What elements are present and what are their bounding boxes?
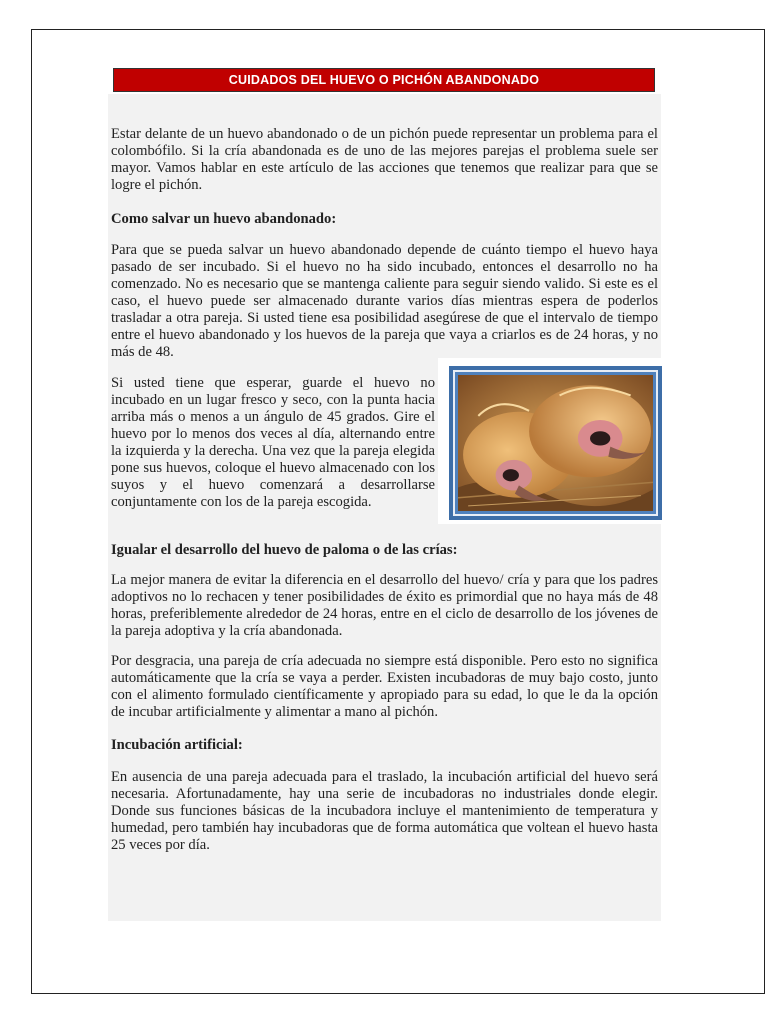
photo-inner-border [453,370,658,516]
section2-paragraph-2: Por desgracia, una pareja de cría adecuada no siempre está disponible. Pero esto no significa automáticamente que la cría se vaya a perder. Existen incubadoras de muy bajo costo, junto con el alimento formulado científicamente y apropiado para su edad, lo que le da la opción de incubar artificialmente y alimentar a mano al pichón. [111,653,658,720]
section-heading-artificial-incubation: Incubación artificial: [111,737,243,753]
pigeon-chicks-photo [449,366,662,520]
section1-paragraph-1: Para que se pueda salvar un huevo abandonado depende de cuánto tiempo el huevo haya pasado de ser incubado. Si el huevo no ha sido incubado, entonces el desarrollo no ha comenzado. No es necesario que se mantenga caliente para seguir siendo valido. Si este es el caso, el huevo puede ser almacenado durante varios días mientras espera de poderlos trasladar a otra pareja. Si usted tiene esa posibilidad asegúrese de que el intervalo de tiempo entre el huevo abandonado y los huevos de la pareja que vaya a criarlos es de 24 horas, y no más de 48. [111,242,658,360]
pigeon-chicks-icon [458,375,653,511]
section3-paragraph-1: En ausencia de una pareja adecuada para el traslado, la incubación artificial del huevo será necesaria. Afortunadamente, hay una serie de incubadoras no industriales donde elegir. Donde sus funciones básicas de la incubadora incluye el mantenimiento de temperatura y humedad, pero también hay incubadoras que de forma automática que voltean el huevo hasta 25 veces por día. [111,769,658,853]
section1-paragraph-2: Si usted tiene que esperar, guarde el huevo no incubado en un lugar fresco y seco, con la punta hacia arriba más o menos a un ángulo de 45 grados. Gire el huevo por lo menos dos veces al día, alternando entre la izquierda y la derecha. Una vez que la pareja elegida pone sus huevos, coloque el huevo almacenado con los suyos y el huevo comenzará a desarrollarse conjuntamente con los de la pareja escogida. [111,375,435,510]
intro-paragraph: Estar delante de un huevo abandonado o de un pichón puede representar un problema para el colombófilo. Si la cría abandonada es de uno de las mejores parejas el problema suele ser mayor. Vamos hablar en este artículo de las acciones que tenemos que realizar para que se logre el pichón. [111,126,658,193]
section2-paragraph-1: La mejor manera de evitar la diferencia en el desarrollo del huevo/ cría y para que los padres adoptivos no lo rechacen y tener posibilidades de éxito es primordial que no haya más de 48 horas, preferiblemente alrededor de 24 horas, entre en el ciclo de desarrollo de los jóvenes de la pareja adoptiva y la cría abandonada. [111,572,658,639]
document-title: CUIDADOS DEL HUEVO O PICHÓN ABANDONADO [113,68,655,92]
section-heading-equalize: Igualar el desarrollo del huevo de paloma o de las crías: [111,542,458,558]
section-heading-save-egg: Como salvar un huevo abandonado: [111,211,337,227]
